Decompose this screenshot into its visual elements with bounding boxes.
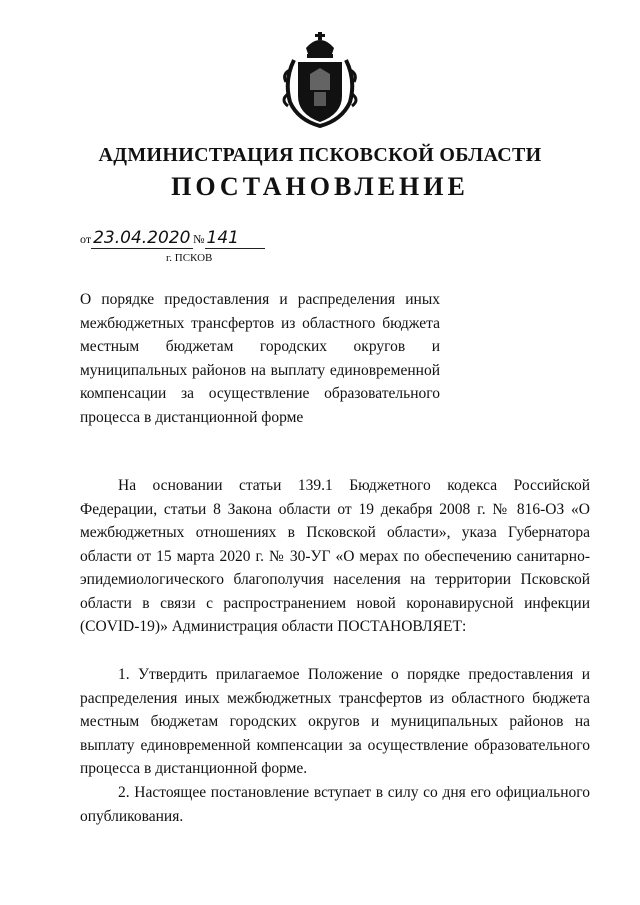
document-subject: О порядке предоставления и распределения иных межбюджетных трансфертов из областного бюджета местным бюджетам городских округов и муниципальных районов на выплату единовременной компенсации за осуществление образовательного процесса в дистанционной форме: [80, 291, 440, 426]
coat-of-arms-icon: [276, 30, 364, 128]
document-type: ПОСТАНОВЛЕНИЕ: [171, 172, 469, 201]
organization-name: АДМИНИСТРАЦИЯ ПСКОВСКОЙ ОБЛАСТИ: [98, 144, 542, 166]
resolution-item-2: 2. Настоящее постановление вступает в силу со дня его официального опубликования.: [80, 784, 590, 825]
preamble-paragraph: На основании статьи 139.1 Бюджетного кодекса Российской Федерации, статьи 8 Закона области от 19 декабря 2008 г. № 816-ОЗ «О межбюджетных отношениях в Псковской области», указа Губернатора области от 15 марта 2020 г. № 30-УГ «О мерах по обеспечению санитарно-эпидемиологического благополучия населения на территории Псковской области в связи с распространением новой коронавирусной инфекции (COVID-19)» Администрация области ПОСТАНОВЛЯЕТ:: [80, 477, 590, 635]
resolution-item-1: 1. Утвердить прилагаемое Положение о порядке предоставления и распределения иных межбюджетных трансфертов из областного бюджета местным бюджетам городских округов и муниципальных районов на выплату единовременной компенсации за осуществление образовательного процесса в дистанционной форме.: [80, 666, 590, 777]
document-number: 141: [205, 228, 265, 249]
registration-line: [80, 228, 265, 249]
document-date: 23.04.2020: [91, 228, 193, 249]
issue-city: г. ПСКОВ: [166, 252, 213, 264]
number-prefix: №: [193, 232, 205, 246]
date-prefix: от: [80, 232, 92, 246]
